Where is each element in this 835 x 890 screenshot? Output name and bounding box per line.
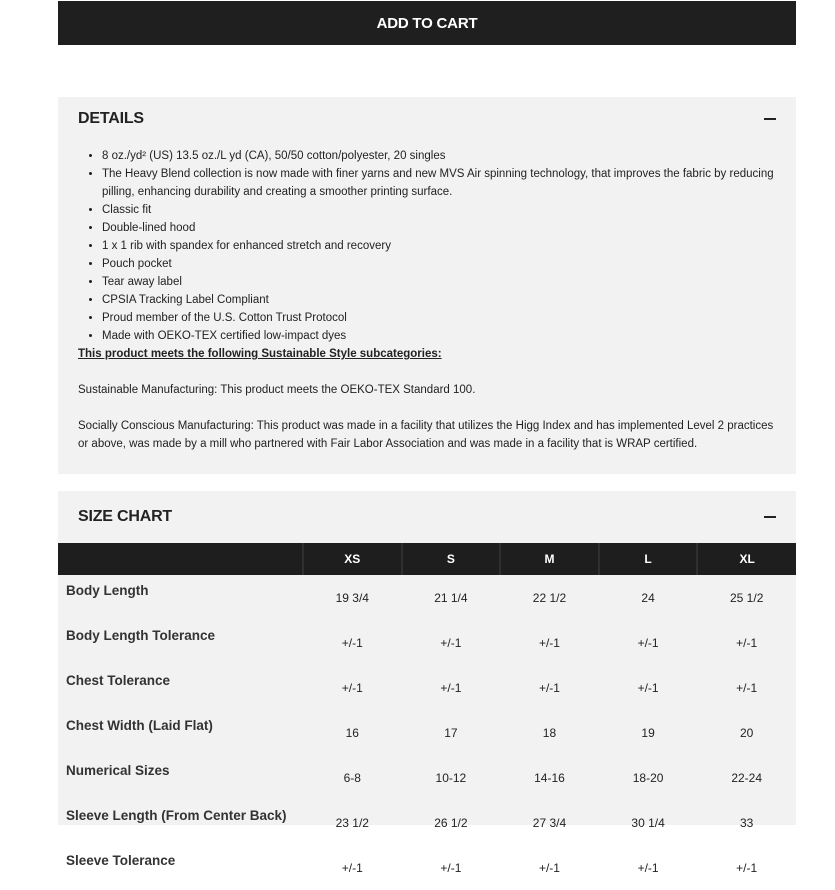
details-body	[58, 147, 796, 453]
sustainable-heading: This product meets the following Sustainable Style subcategories:	[78, 348, 442, 360]
size-chart-header-row	[58, 543, 796, 575]
measurement-value: 19 3/4	[335, 590, 369, 605]
measurement-value: 19	[641, 725, 655, 740]
measurement-value: +/-1	[538, 635, 560, 650]
details-panel	[58, 97, 796, 474]
table-row	[58, 710, 796, 755]
measurement-value: 6-8	[343, 770, 361, 785]
sustainable-manufacturing-text: Sustainable Manufacturing: This product meets the OEKO-TEX Standard 100.	[78, 384, 476, 396]
measurement-label: Body Length	[66, 583, 149, 598]
measurement-value: 18	[542, 725, 557, 740]
measurement-value: 10-12	[435, 770, 467, 785]
details-bullet-item: • CPSIA Tracking Label Compliant	[102, 291, 776, 309]
measurement-value: 27 3/4	[532, 815, 567, 830]
add-to-cart-label: ADD TO CART	[376, 14, 478, 32]
measurement-value: +/-1	[637, 860, 659, 875]
measurement-value: 14-16	[534, 770, 565, 785]
details-bullet-item: • 8 oz./yd² (US) 13.5 oz./L yd (CA), 50/50 cotton/polyester, 20 singles	[102, 147, 776, 165]
size-column-header: M	[500, 543, 599, 575]
details-bullet-item: • Double-lined hood	[102, 219, 776, 237]
measurement-value: +/-1	[440, 635, 462, 650]
measurement-label: Chest Tolerance	[66, 673, 171, 688]
measurement-value: +/-1	[736, 635, 758, 650]
details-title: DETAILS	[78, 110, 144, 127]
measurement-value: +/-1	[736, 860, 758, 875]
details-bullet-item: • Tear away label	[102, 273, 776, 291]
measurement-value: 30 1/4	[631, 815, 665, 830]
measurement-value: 26 1/2	[434, 815, 468, 830]
table-row	[58, 575, 796, 620]
measurement-label: Sleeve Length (From Center Back)	[66, 808, 287, 823]
measurement-label: Sleeve Tolerance	[66, 853, 176, 868]
add-to-cart-button[interactable]	[58, 1, 796, 45]
measurement-value: 22-24	[731, 770, 763, 785]
measurement-value: +/-1	[341, 680, 363, 695]
size-chart-body	[58, 575, 796, 890]
measurement-value: 22 1/2	[532, 590, 567, 605]
details-bullet-item: • The Heavy Blend collection is now made with finer yarns and new MVS Air spinning technology, that improves the fabric by reducing pilling, enhancing durability and creating a smoother printing surface.	[102, 165, 776, 201]
table-row	[58, 620, 796, 665]
measurement-value: 25 1/2	[730, 590, 764, 605]
measurement-value: 33	[740, 815, 754, 830]
measurement-value: +/-1	[341, 860, 363, 875]
size-chart-header[interactable]	[58, 491, 796, 543]
measurement-value: +/-1	[637, 635, 659, 650]
size-column-header: XL	[697, 543, 796, 575]
measurement-value: 24	[641, 590, 655, 605]
details-bullet-item: • Made with OEKO-TEX certified low-impact dyes	[102, 327, 776, 345]
measurement-value: 20	[740, 725, 754, 740]
measurement-value: 17	[444, 725, 458, 740]
table-row	[58, 665, 796, 710]
measurement-value: 23 1/2	[335, 815, 369, 830]
measurement-label: Numerical Sizes	[66, 763, 170, 778]
collapse-size-chart-icon[interactable]	[764, 516, 776, 518]
size-chart-corner-cell	[58, 543, 303, 575]
measurement-value: +/-1	[538, 680, 560, 695]
details-bullet-item: • Classic fit	[102, 201, 776, 219]
measurement-value: +/-1	[440, 860, 462, 875]
details-bullet-item: • Pouch pocket	[102, 255, 776, 273]
measurement-label: Body Length Tolerance	[66, 628, 216, 643]
collapse-details-icon[interactable]	[764, 118, 776, 120]
measurement-value: 18-20	[632, 770, 664, 785]
measurement-label: Chest Width (Laid Flat)	[66, 718, 213, 733]
details-bullet-item: • Proud member of the U.S. Cotton Trust Protocol	[102, 309, 776, 327]
size-column-header: L	[599, 543, 698, 575]
size-column-header: XS	[303, 543, 402, 575]
table-row	[58, 800, 796, 845]
size-chart-table	[58, 543, 796, 890]
details-bullet-item: • 1 x 1 rib with spandex for enhanced stretch and recovery	[102, 237, 776, 255]
measurement-value: 21 1/4	[434, 590, 468, 605]
details-bullet-list	[78, 147, 776, 345]
measurement-value: +/-1	[440, 680, 462, 695]
details-header[interactable]	[58, 97, 796, 141]
socially-conscious-text: Socially Conscious Manufacturing: This product was made in a facility that utilizes the Higg Index and has implemented Level 2 practices or above, was made by a mill who partnered with Fair Labor Association and was made in a facility that is WRAP certified.	[78, 420, 774, 450]
size-column-header: S	[402, 543, 501, 575]
size-chart-title: SIZE CHART	[78, 508, 173, 525]
table-row	[58, 755, 796, 800]
size-chart-panel	[58, 491, 796, 875]
measurement-value: +/-1	[637, 680, 659, 695]
measurement-value: 16	[345, 725, 359, 740]
measurement-value: +/-1	[736, 680, 758, 695]
measurement-value: +/-1	[341, 635, 363, 650]
measurement-value: +/-1	[538, 860, 560, 875]
